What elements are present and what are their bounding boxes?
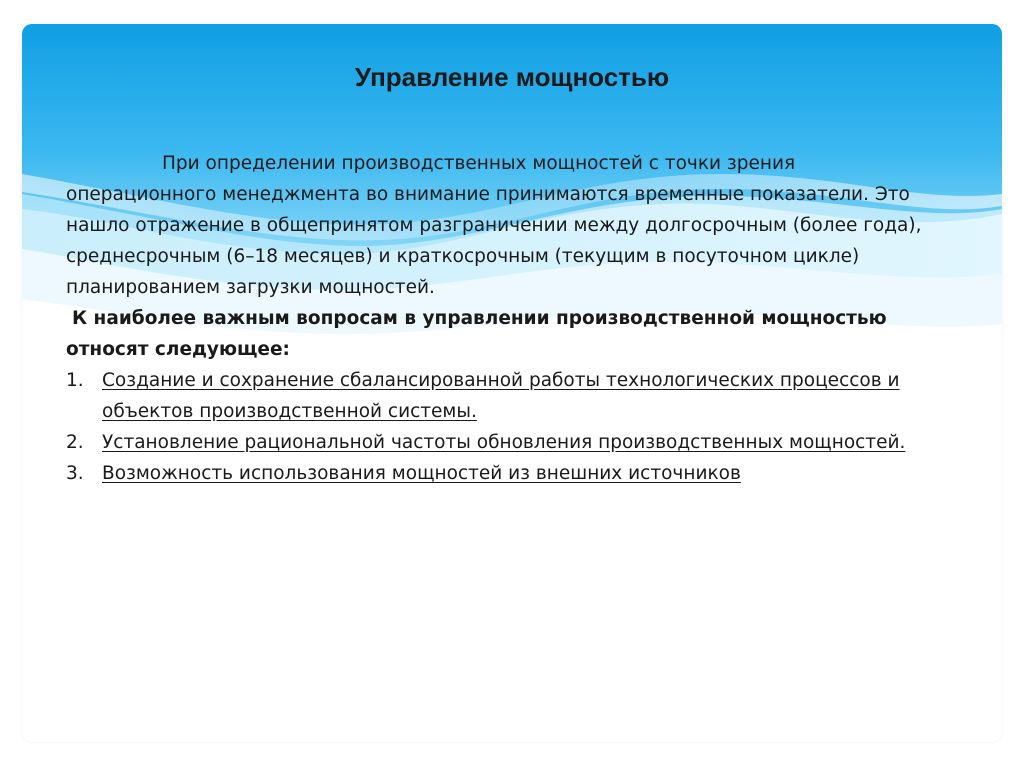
list-item xyxy=(66,427,946,458)
slide-content xyxy=(66,148,946,489)
list-item-number: 2. xyxy=(66,432,84,453)
lead-line-1: К наиболее важным вопросам в управлении производственной мощностью xyxy=(72,308,887,329)
list-item xyxy=(66,365,946,427)
list-item-number: 1. xyxy=(66,370,84,391)
intro-paragraph xyxy=(66,148,946,303)
intro-paragraph-text: При определении производственных мощностей с точки зрения операционного менеджмента во внимание принимаются временные показатели. Это нашло отражение в общепринятом разграничении между долгосрочным (более года), среднесрочным (6–18 месяцев) и краткосрочным (текущим в посуточном цикле) планированием загрузки мощностей. xyxy=(66,153,922,298)
list-item xyxy=(66,458,946,489)
slide-title: Управление мощностью xyxy=(354,62,670,92)
list-item-number: 3. xyxy=(66,463,84,484)
list-item-text: Создание и сохранение сбалансированной работы технологических процессов и объектов производственной системы. xyxy=(102,370,900,422)
lead-line-2: относят следующее: xyxy=(66,339,290,360)
list-item-text: Установление рациональной частоты обновления производственных мощностей. xyxy=(102,432,906,453)
slide xyxy=(22,24,1002,742)
list-item-text: Возможность использования мощностей из внешних источников xyxy=(102,463,741,484)
issues-list xyxy=(66,365,946,489)
